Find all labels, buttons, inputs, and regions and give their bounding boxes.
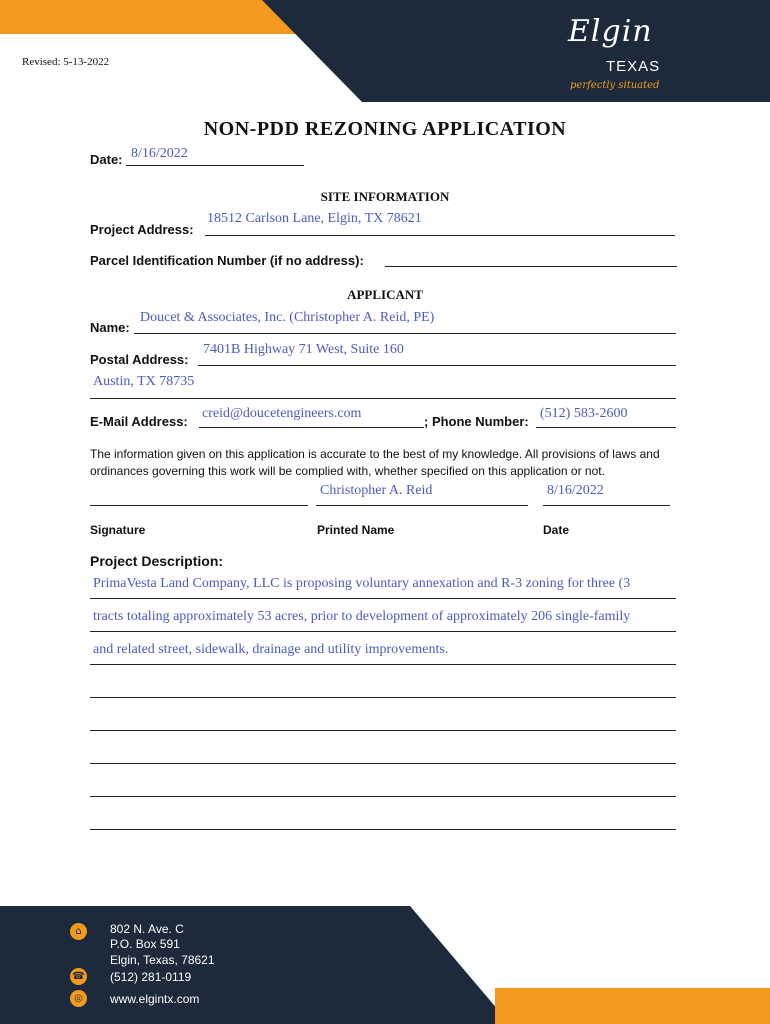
date-label: Date:	[90, 152, 123, 167]
logo-tagline: perfectly situated	[570, 80, 660, 91]
phone-field[interactable]	[536, 427, 676, 428]
elgin-logo	[560, 14, 710, 96]
printed-name-caption: Printed Name	[317, 523, 395, 537]
project-description-line-1: PrimaVesta Land Company, LLC is proposing voluntary annexation and R-3 zoning for three (3	[93, 576, 631, 591]
project-description-label: Project Description:	[90, 553, 224, 569]
project-address-value: 18512 Carlson Lane, Elgin, TX 78621	[207, 211, 422, 226]
project-description-line-3: and related street, sidewalk, drainage and utility improvements.	[93, 642, 449, 657]
signature-date-value: 8/16/2022	[547, 483, 604, 498]
date-caption: Date	[543, 523, 570, 537]
revised-date: Revised: 5-13-2022	[22, 56, 110, 68]
footer-address-line1: 802 N. Ave. C	[110, 922, 184, 936]
description-line-field[interactable]	[90, 631, 676, 632]
name-value: Doucet & Associates, Inc. (Christopher A. Reid, PE)	[140, 310, 435, 325]
building-icon: ⌂	[70, 923, 87, 940]
footer-website-link[interactable]: www.elgintx.com	[110, 992, 200, 1006]
project-address-label: Project Address:	[90, 222, 194, 237]
printed-name-value: Christopher A. Reid	[320, 483, 433, 498]
signature-date-field[interactable]	[543, 505, 670, 506]
footer-address-line2: P.O. Box 591	[110, 937, 180, 951]
footer-orange-band	[495, 988, 770, 1024]
phone-value: (512) 583-2600	[540, 406, 628, 421]
description-line-field[interactable]	[90, 664, 676, 665]
description-line-field[interactable]	[90, 598, 676, 599]
postal-address-field[interactable]	[198, 365, 676, 366]
description-line-field[interactable]	[90, 763, 676, 764]
parcel-id-label: Parcel Identification Number (if no address):	[90, 253, 364, 268]
phone-icon: ☎	[70, 968, 87, 985]
email-field[interactable]	[199, 427, 424, 428]
description-line-field[interactable]	[90, 730, 676, 731]
header-orange-band	[0, 0, 300, 34]
postal-address-value-line2: Austin, TX 78735	[93, 374, 195, 389]
name-field[interactable]	[134, 333, 676, 334]
name-label: Name:	[90, 320, 130, 335]
postal-address-label: Postal Address:	[90, 352, 189, 367]
logo-texas-text: TEXAS	[606, 58, 661, 75]
printed-name-field[interactable]	[316, 505, 528, 506]
email-value: creid@doucetengineers.com	[202, 406, 362, 421]
description-line-field[interactable]	[90, 796, 676, 797]
applicant-heading: APPLICANT	[347, 287, 423, 302]
date-field[interactable]	[126, 165, 304, 166]
project-description-line-2: tracts totaling approximately 53 acres, prior to development of approximately 206 single-family	[93, 609, 631, 624]
email-label: E-Mail Address:	[90, 414, 188, 429]
parcel-id-field[interactable]	[385, 266, 677, 267]
footer-phone[interactable]: (512) 281-0119	[110, 970, 192, 984]
signature-field[interactable]	[90, 505, 308, 506]
postal-address-field-2[interactable]	[90, 398, 676, 399]
description-line-field[interactable]	[90, 829, 676, 830]
page-title: NON-PDD REZONING APPLICATION	[203, 118, 567, 140]
site-information-heading: SITE INFORMATION	[320, 189, 450, 204]
certification-statement: The information given on this application is accurate to the best of my knowledge. All provisions of laws and ordinances governing this work will be complied with, whether specified on this application or not.	[90, 447, 660, 478]
globe-icon: ◎	[70, 990, 87, 1007]
postal-address-value-line1: 7401B Highway 71 West, Suite 160	[203, 342, 404, 357]
date-value: 8/16/2022	[131, 146, 188, 161]
description-line-field[interactable]	[90, 697, 676, 698]
signature-caption: Signature	[90, 523, 146, 537]
project-address-field[interactable]	[205, 235, 675, 236]
footer-address-line3: Elgin, Texas, 78621	[110, 953, 215, 967]
phone-label: ; Phone Number:	[424, 414, 529, 429]
logo-elgin-text: Elgin	[568, 14, 653, 49]
